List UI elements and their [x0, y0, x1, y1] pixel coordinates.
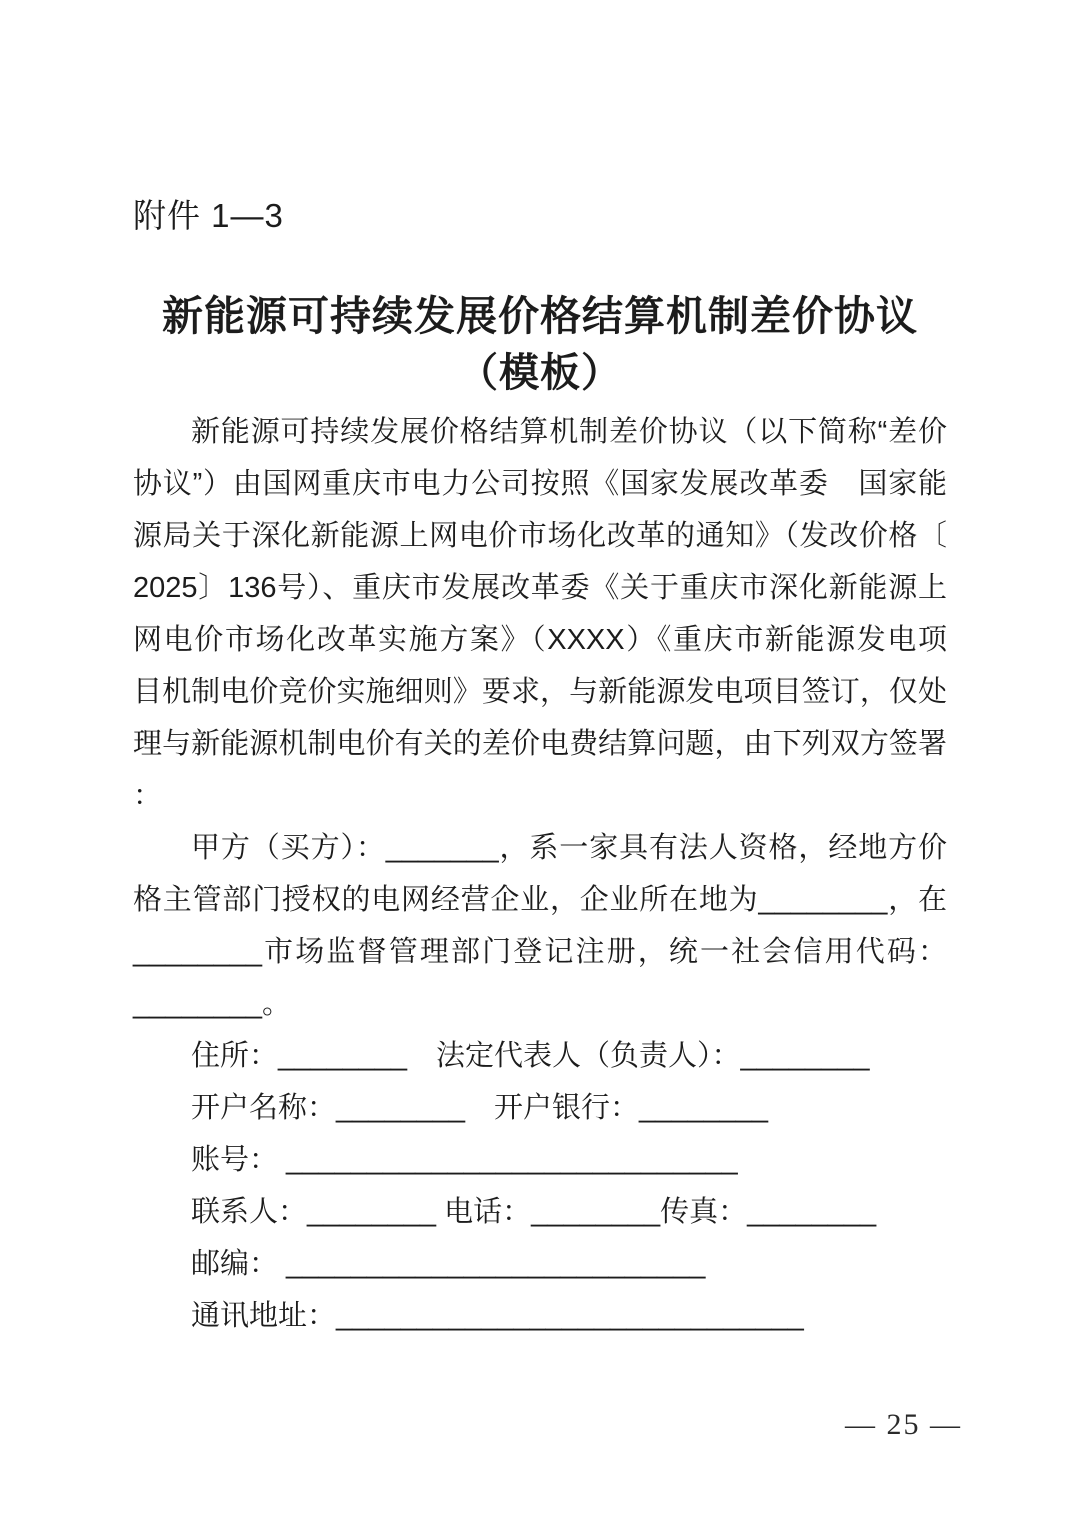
- document-title: [0, 288, 1080, 402]
- body-line: 开户名称：________ 开户银行：________: [191, 1092, 769, 1124]
- document-title-line1: 新能源可持续发展价格结算机制差价协议: [162, 293, 918, 339]
- body-line: 住所：________ 法定代表人（负责人）：________: [191, 1040, 870, 1072]
- body-line: 新能源可持续发展价格结算机制差价协议（以下简称“差价: [191, 416, 947, 448]
- body-line: 联系人：________ 电话：________传真：________: [191, 1196, 877, 1228]
- body-line: 理与新能源机制电价有关的差价电费结算问题，由下列双方签署: [133, 728, 947, 760]
- attachment-label: 附件 1—3: [133, 197, 284, 234]
- body-line: 网电价市场化改革实施方案》（XXXX）《重庆市新能源发电项: [133, 624, 947, 656]
- document-title-line2: （模板）: [458, 351, 622, 395]
- page-number: — 25 —: [845, 1408, 962, 1441]
- body-line: 目机制电价竞价实施细则》要求，与新能源发电项目签订，仅处: [133, 676, 947, 708]
- body-line: 源局关于深化新能源上网电价市场化改革的通知》（发改价格〔: [133, 520, 947, 552]
- document-body: [133, 406, 947, 1342]
- body-line: 邮编： __________________________: [191, 1248, 706, 1280]
- body-line: 2025〕136号）、重庆市发展改革委《关于重庆市深化新能源上: [133, 572, 947, 604]
- body-line: 协议”）由国网重庆市电力公司按照《国家发展改革委 国家能: [133, 468, 947, 500]
- body-line: 甲方（买方）：_______，系一家具有法人资格，经地方价: [191, 832, 947, 864]
- body-line: 格主管部门授权的电网经营企业，企业所在地为________，在: [133, 884, 947, 916]
- body-line: ：: [133, 780, 163, 812]
- body-line: ________。: [133, 988, 292, 1020]
- body-line: ________市场监督管理部门登记注册，统一社会信用代码：: [133, 936, 947, 968]
- body-line: 账号： ____________________________: [191, 1144, 738, 1176]
- body-line: 通讯地址：_____________________________: [191, 1300, 804, 1332]
